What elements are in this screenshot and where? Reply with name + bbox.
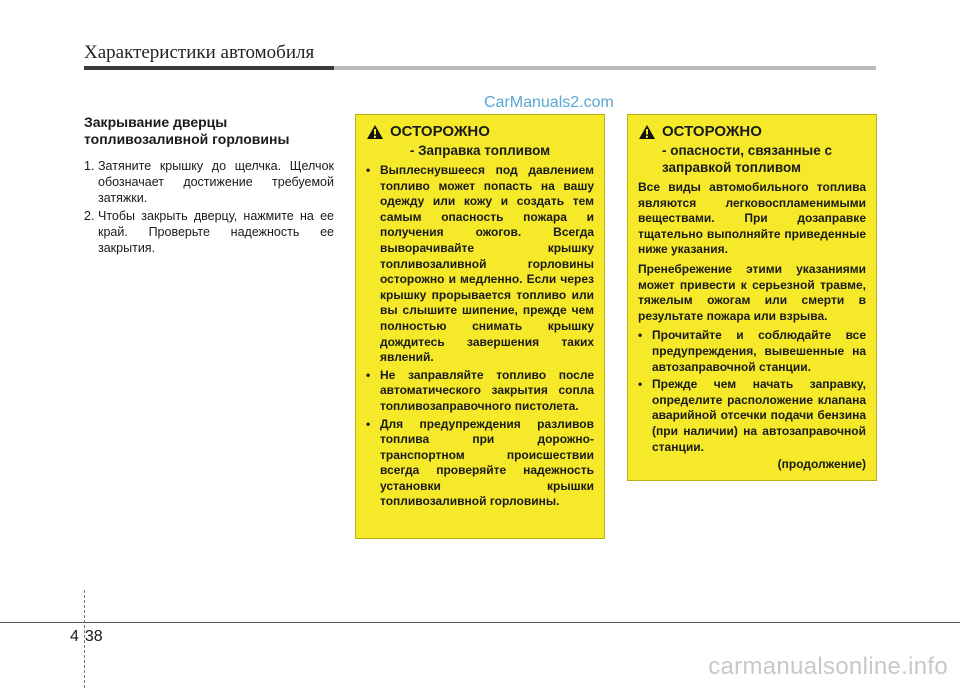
bullet-icon: •: [366, 163, 371, 177]
warning-bullet: [366, 417, 594, 511]
warning-bullet: [638, 328, 866, 375]
header-rule: [84, 66, 876, 70]
warning-bullet: [638, 377, 866, 455]
section-number: 4: [70, 628, 79, 645]
warning-bullet-text: Для предупреждения разливов топлива при дорожно-транспортном происшествии всегда проверяйте надежность установки крышки топливозаливной горловины.: [380, 416, 594, 509]
step-number: 2.: [84, 209, 95, 223]
footer-rule: [0, 622, 960, 623]
bullet-icon: •: [366, 367, 371, 382]
warning-triangle-icon: [638, 124, 656, 140]
step-item: [84, 208, 334, 256]
watermark-bottom: carmanualsonline.info: [708, 653, 948, 680]
warning-bullet-text: Прочитайте и соблюдайте все предупреждения, вывешенные на автозаправочной станции.: [652, 328, 866, 374]
page-header-title: Характеристики автомобиля: [84, 42, 315, 63]
warning-paragraph: Пренебрежение этими указаниями может привести к серьезной травме, тяжелым ожогам или смерти в результате пожара или взрыва.: [638, 261, 866, 323]
warning-paragraph: Все виды автомобильного топлива являются легковоспламенимыми веществами. При дозаправке тщательно выполняйте приведенные ниже указания.: [638, 180, 866, 257]
bullet-icon: •: [638, 328, 643, 343]
warning-subtitle: - опасности, связанные с заправкой топливом: [662, 143, 832, 175]
watermark-top: CarManuals2.com: [484, 94, 614, 111]
warning-subtitle: - Заправка топливом: [409, 143, 551, 158]
bullet-icon: •: [366, 416, 371, 431]
page-number: [70, 628, 103, 646]
step-text: Затяните крышку до щелчка. Щелчок обозначает достижение требуемой затяжки.: [98, 159, 334, 205]
warning-title: ОСТОРОЖНО: [390, 123, 490, 140]
step-text: Чтобы закрыть дверцу, нажмите на ее край. Проверьте надежность ее закрытия.: [98, 209, 334, 255]
warning-box-refueling-hazards: [627, 114, 877, 481]
section-heading: Закрывание дверцы топливозаливной горловины: [84, 114, 290, 147]
warning-title: ОСТОРОЖНО: [662, 123, 762, 140]
left-column: [84, 114, 334, 258]
warning-bullet: [366, 163, 594, 366]
warning-bullet-text: Не заправляйте топливо после автоматического закрытия сопла топливозаправочного пистолета.: [380, 367, 594, 413]
warning-box-refueling: [355, 114, 605, 539]
warning-bullet-text: Прежде чем начать заправку, определите расположение клапана аварийной отсечки подачи бензина (при наличии) на автозаправочной станции.: [652, 377, 866, 454]
bullet-icon: •: [638, 377, 643, 392]
page-number-value: 38: [84, 628, 103, 645]
warning-bullet: [366, 368, 594, 415]
warning-header: [638, 123, 866, 141]
header-rule-accent: [84, 66, 334, 70]
continued-note: (продолжение): [777, 457, 866, 472]
step-number: 1.: [84, 159, 95, 173]
warning-triangle-icon: [366, 124, 384, 140]
warning-bullet-text: Выплеснувшееся под давлением топливо может попасть на вашу одежду или кожу и создать тем самым опасность пожара и получения ожогов. Всегда выворачивайте крышку топливозаливной горловины осторожно и медленно. Если через крышку прорывается топливо или вы слышите шипение, прежде чем полностью снимать крышку дождитесь завершения таких явлений.: [380, 163, 594, 365]
warning-header: [366, 123, 594, 141]
step-item: [84, 158, 334, 206]
